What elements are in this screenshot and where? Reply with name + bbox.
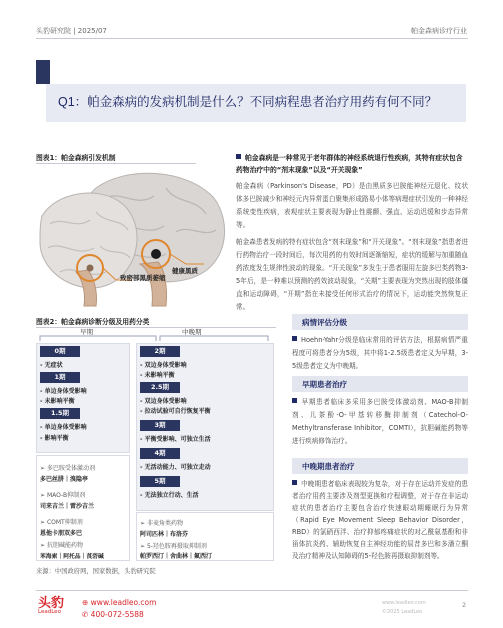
stage-2-desc-1: - 双边身体受影响 <box>140 362 187 369</box>
chevron-right-icon: ➢ <box>140 543 147 550</box>
stage-0-desc: - 无症状 <box>40 362 63 369</box>
stage-1-5-desc-2: - 影响平衡 <box>40 435 69 442</box>
footer-phone: ✆ 400-072-5588 <box>82 610 144 619</box>
stage-5-desc: - 无法独立行动、生活 <box>140 492 199 499</box>
early-drug-names-1: 多巴丝肼｜溴隐亭 <box>40 476 89 483</box>
mid-late-stage-label: 中晚期 <box>182 328 202 336</box>
brain-illustration <box>36 168 232 308</box>
early-drug-names-2: 司来吉兰｜雷沙吉兰 <box>40 503 95 510</box>
stage-2-desc-2: - 未影响平衡 <box>140 372 175 379</box>
stage-4-badge: 4期 <box>140 448 180 459</box>
chevron-right-icon: ➢ <box>40 519 47 526</box>
figure1-title-underline <box>36 163 196 164</box>
phone-icon: ✆ <box>82 610 91 619</box>
early-drug-names-3: 恩他卡朋双多巴 <box>40 530 83 537</box>
stage-1-5-badge: 1.5期 <box>40 408 80 419</box>
bullet-square-icon <box>236 154 241 159</box>
early-stage-label: 早期 <box>80 328 93 336</box>
intro-paragraph-1: 帕金森病（Parkinson's Disease，PD）是由黑质多巴胺能神经元退化、纹状体多巴胺减少和神经元内异常蛋白聚集形成路易小体等病理症状引发的一种神经系统变性疾病，表观症状主要表现为静止性震颤、强直、运动迟缓和步态异常等。 <box>236 182 468 229</box>
stage-bracket-lines <box>36 333 272 343</box>
mid-drug-cat-2: ➢ 5-羟色胺再摄取抑制剂 <box>140 543 207 550</box>
early-drug-cat-4: ➢ 抗胆碱能药物 <box>40 542 83 549</box>
early-drug-cat-1: ➢ 多巴胺受体激动剂 <box>40 465 95 472</box>
intro-paragraph-2: 帕金森患者发病的特有症状包含“剂末现象”和“开关现象”。“剂末现象”指患者进行药物治疗一段时间后，每次用药的有效时间逐渐缩短，症状的缓解与加重随血药浓度发生规律性波动的现象。“开关现象”多发生于患者服用左旋多巴类药物3-5年后，是一种难以预测的药效波动现象，“关期”主要表现为突然出现的肢体僵直和运动障碍，“开期”指在未接受任何形式治疗的情况下，运动能突然恢复正常。 <box>236 238 468 311</box>
question-title: Q1：帕金森病的发病机制是什么？不同病程患者治疗用药有何不同？ <box>58 95 438 109</box>
label-atrophied-substantia-nigra: 致密部黑质萎缩 <box>120 274 166 282</box>
early-drug-cat-2: ➢ MAO-B抑制剂 <box>40 492 86 499</box>
stage-0-badge: 0期 <box>40 346 80 357</box>
stage-3-badge: 3期 <box>140 420 180 431</box>
stage-1-badge: 1期 <box>40 372 80 383</box>
figure2-title-underline <box>36 327 276 328</box>
chevron-right-icon: ➢ <box>40 542 47 549</box>
early-drug-names-4: 苯海索｜阿托品｜莨菪碱 <box>40 554 104 560</box>
mid-drug-names-2: 帕罗西汀｜舍曲林｜氟西汀 <box>140 553 213 560</box>
bullet-square-icon <box>292 336 297 341</box>
stage-2-badge: 2期 <box>140 346 180 357</box>
header-left: 头豹研究院 | 2025/07 <box>36 27 107 35</box>
footer-center-copyright: ©2025 LeadLeo <box>382 609 423 615</box>
page-number: 2 <box>462 601 467 609</box>
mid-drug-names-1: 阿司匹林｜布洛芬 <box>140 531 189 538</box>
footer-center-site: www.leadleo.com <box>382 600 426 606</box>
globe-icon: ⊕ <box>82 598 91 607</box>
chevron-right-icon: ➢ <box>40 492 47 499</box>
label-healthy-substantia-nigra: 健康黑质 <box>172 267 198 275</box>
section-assessment-header: 病情评估分级 <box>292 314 468 330</box>
stage-1-5-desc-1: - 单边身体受影响 <box>40 424 87 431</box>
stage-2-5-desc-2: - 拉动试验可自行恢复平衡 <box>140 408 211 415</box>
figure2-source: 来源：中国政府网，国家数据，头豹研究院 <box>36 568 156 575</box>
footer-website[interactable]: ⊕ www.leadleo.com <box>82 598 157 607</box>
stage-2-5-badge: 2.5期 <box>140 382 180 393</box>
section-mid-treatment-header: 中晚期患者治疗 <box>292 458 468 474</box>
stage-2-5-desc-1: - 双边身体受影响 <box>140 398 187 405</box>
leadleo-logo: 头豹 LeadLeo <box>38 595 65 615</box>
intro-headline-text: 帕金森病是一种常见于老年群体的神经系统退行性疾病，其特有症状包含药物治疗中的“剂末现象”以及“开关现象” <box>236 154 463 174</box>
mid-drug-cat-1: ➢ 非麦角类药物 <box>140 520 183 527</box>
header-right: 帕金森病诊疗行业 <box>411 27 467 35</box>
stage-4-desc: - 无活动能力、可独立走动 <box>140 464 211 471</box>
stage-3-desc: - 平衡受影响、可独立生活 <box>140 436 211 443</box>
header-divider <box>36 38 468 39</box>
chevron-right-icon: ➢ <box>40 465 47 472</box>
stage-1-desc-2: - 未影响平衡 <box>40 398 75 405</box>
early-drug-cat-3: ➢ COMT抑制剂 <box>40 519 83 526</box>
bullet-square-icon <box>292 398 297 403</box>
section-early-treatment-header: 早期患者治疗 <box>292 376 468 392</box>
figure1-title: 图表1：帕金森病引发机制 <box>36 154 116 162</box>
section-early-treatment-text: 早期患者临床多采用多巴胺受体激动剂、MAO-B抑制剂、儿茶酚-O-甲基转移酶抑制剂（Catechol-O-Methyltransferase Inhibitor，COMTI），抗胆碱能药物等进行疾病修饰治疗。 <box>292 398 468 445</box>
section-assessment-text: Hoehn-Yahr分级是临床常用的评估方法，根据病情严重程度可将患者分为5级，其中将1-2.5级患者定义为早期，3-5级患者定义为中晚期。 <box>292 336 468 370</box>
bullet-square-icon <box>292 480 297 485</box>
chevron-right-icon: ➢ <box>140 520 147 527</box>
footer-divider <box>36 590 468 591</box>
figure2-title: 图表2：帕金森病诊断分级及用药分类 <box>36 318 150 326</box>
intro-headline <box>236 152 468 176</box>
section-mid-treatment-text: 中晚期患者临床表现较为复杂，对于存在运动并发症的患者治疗用药主要涉及剂型更换和疗程调整，对于存在非运动症状的患者治疗主要包含治疗快速眼动期睡眠行为异常（Rapid Eye Movement Sleep Behavior Disorder，RBD）的氯硝西泮、治疗抑郁疼痛症状的对乙酰氨基酚和非甾体抗炎药、辅助恢复自主神经功能的屈昔多巴和多潘立酮及治疗精神及认知障碍的5-羟色胺再摄取抑制剂等。 <box>292 480 468 560</box>
stage-1-desc-1: - 单边身体受影响 <box>40 388 87 395</box>
stage-5-badge: 5期 <box>140 476 180 487</box>
question-accent-block <box>36 60 50 84</box>
